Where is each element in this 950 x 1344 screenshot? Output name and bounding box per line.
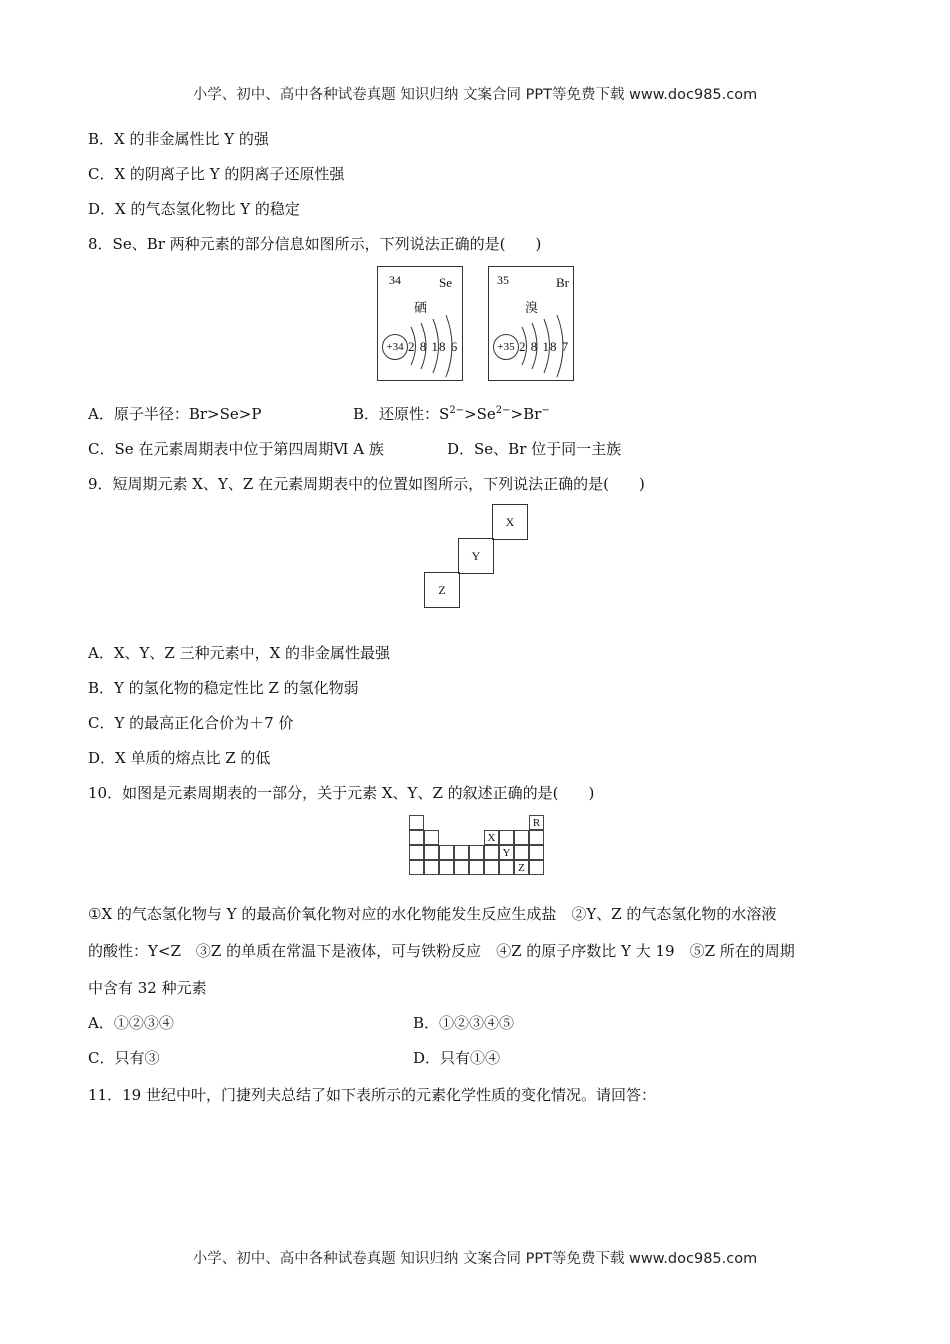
table-cell [529, 830, 544, 845]
table-cell [484, 845, 499, 860]
q10-statement-line-1: ①X 的气态氢化物与 Y 的最高价氧化物对应的水化物能发生反应生成盐 ②Y、Z 的气态氢化物的水溶液 [88, 905, 777, 923]
q9-cell-y: Y [458, 538, 494, 574]
table-cell [454, 845, 469, 860]
q9-cell-x: X [492, 504, 528, 540]
table-cell [424, 830, 439, 845]
br-symbol: Br [556, 275, 569, 290]
q9-cell-z: Z [424, 572, 460, 608]
table-cell [454, 860, 469, 875]
table-cell [424, 860, 439, 875]
se-element-card [377, 266, 463, 381]
q10-statement-line-2: 的酸性：Y<Z ③Z 的单质在常温下是液体，可与铁粉反应 ④Z 的原子序数比 Y 大 19 ⑤Z 所在的周期 [88, 942, 795, 960]
table-cell [499, 830, 514, 845]
br-atomic-number: 35 [497, 273, 509, 287]
q10-periodic-table-fragment [409, 815, 544, 881]
q10-cell-x: X [484, 830, 499, 845]
q10-option-d: D．只有①④ [413, 1049, 501, 1067]
se-chinese-name: 硒 [414, 301, 428, 316]
q11-stem: 11．19 世纪中叶，门捷列夫总结了如下表所示的元素化学性质的变化情况。请回答： [88, 1086, 656, 1104]
q8-option-c: C．Se 在元素周期表中位于第四周期Ⅵ A 族 [88, 440, 384, 458]
br-element-card [488, 266, 574, 381]
table-cell [409, 830, 424, 845]
table-cell [409, 860, 424, 875]
se-nucleus: +34 [382, 334, 408, 360]
page-header: 小学、初中、高中各种试卷真题 知识归纳 文案合同 PPT等免费下载 www.doc985.com [192, 87, 758, 103]
table-cell [409, 815, 424, 830]
q10-option-a: A．①②③④ [88, 1014, 174, 1032]
se-symbol: Se [439, 275, 452, 290]
q8-option-a: A．原子半径：Br>Se>P [88, 405, 262, 423]
table-cell [529, 845, 544, 860]
q10-statement-line-3: 中含有 32 种元素 [88, 979, 207, 997]
q7-option-d: D．X 的气态氢化物比 Y 的稳定 [88, 200, 300, 218]
q10-option-b: B．①②③④⑤ [413, 1014, 515, 1032]
se-shell-electrons: 2 8 18 6 [408, 339, 459, 354]
br-nucleus: +35 [493, 334, 519, 360]
q10-option-c: C．只有③ [88, 1049, 160, 1067]
table-cell [514, 830, 529, 845]
table-cell [469, 845, 484, 860]
q8-option-b [353, 403, 550, 424]
table-cell [514, 845, 529, 860]
q8-option-b-text: B．还原性：S [353, 405, 450, 423]
q10-cell-r: R [529, 815, 544, 830]
q10-stem: 10．如图是元素周期表的一部分，关于元素 X、Y、Z 的叙述正确的是( ) [88, 784, 595, 802]
charge-superscript: 2− [495, 405, 511, 416]
table-cell [409, 845, 424, 860]
table-cell [439, 860, 454, 875]
q10-cell-y: Y [499, 845, 514, 860]
se-shell-arcs [378, 267, 462, 380]
page-footer: 小学、初中、高中各种试卷真题 知识归纳 文案合同 PPT等免费下载 www.doc985.com [192, 1251, 758, 1267]
q7-option-c: C．X 的阴离子比 Y 的阴离子还原性强 [88, 165, 345, 183]
q7-option-b: B．X 的非金属性比 Y 的强 [88, 130, 269, 148]
q8-option-b-text: >Se [464, 405, 496, 423]
br-shell-arcs [489, 267, 573, 380]
q9-option-d: D．X 单质的熔点比 Z 的低 [88, 749, 271, 767]
br-shell-electrons: 2 8 18 7 [519, 339, 570, 354]
q10-cell-z: Z [514, 860, 529, 875]
table-cell [469, 860, 484, 875]
table-cell [529, 860, 544, 875]
charge-superscript: − [541, 405, 550, 416]
q9-option-a: A．X、Y、Z 三种元素中，X 的非金属性最强 [88, 644, 391, 662]
q9-stem: 9．短周期元素 X、Y、Z 在元素周期表中的位置如图所示，下列说法正确的是( ) [88, 475, 645, 493]
table-cell [484, 860, 499, 875]
table-cell [439, 845, 454, 860]
q8-option-b-text: >Br [510, 405, 542, 423]
q8-option-d: D．Se、Br 位于同一主族 [447, 440, 622, 458]
se-atomic-number: 34 [389, 273, 401, 287]
q8-stem: 8．Se、Br 两种元素的部分信息如图所示，下列说法正确的是( ) [88, 235, 542, 253]
q9-option-c: C．Y 的最高正化合价为＋7 价 [88, 714, 294, 732]
br-chinese-name: 溴 [525, 301, 539, 316]
q9-option-b: B．Y 的氢化物的稳定性比 Z 的氢化物弱 [88, 679, 359, 697]
table-cell [499, 860, 514, 875]
charge-superscript: 2− [449, 405, 465, 416]
table-cell [424, 845, 439, 860]
